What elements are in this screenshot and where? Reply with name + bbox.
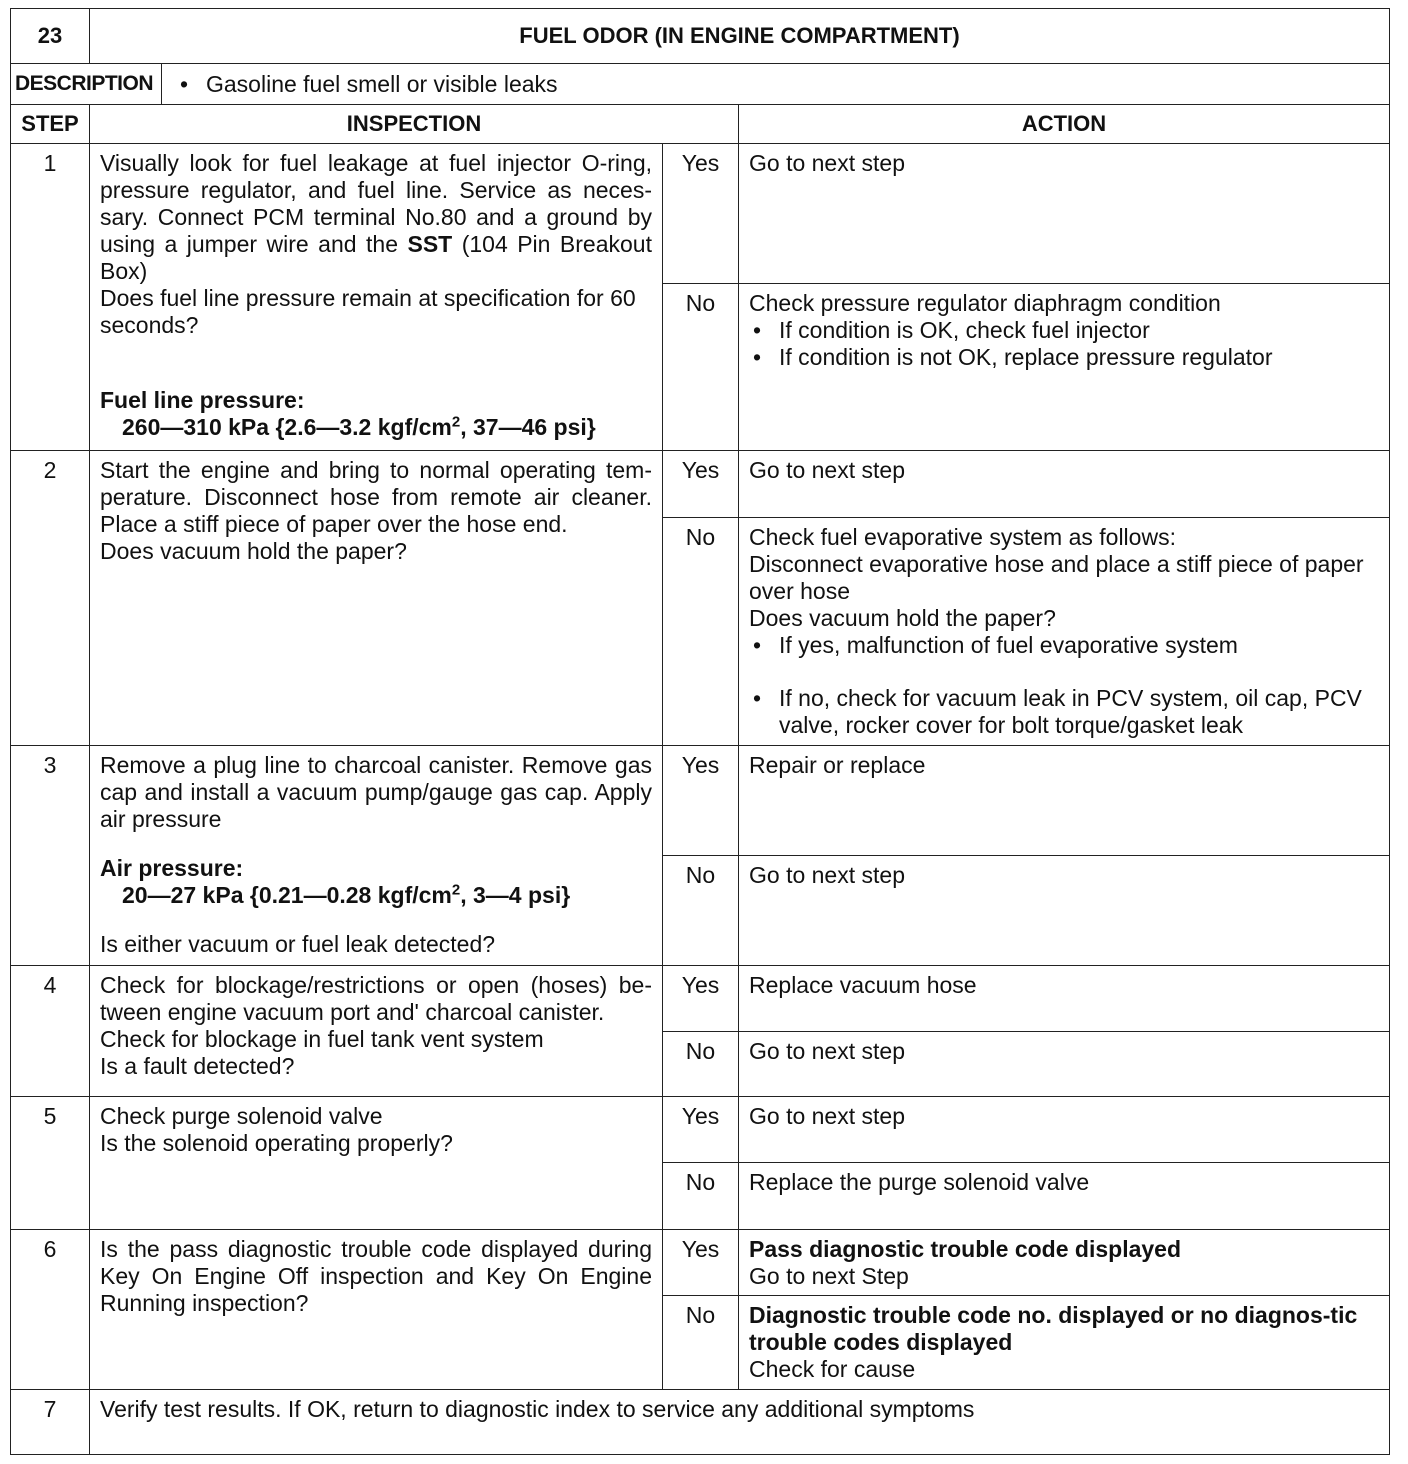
column-header-step-text: STEP [21, 111, 79, 136]
step-2-number [10, 450, 90, 746]
page-title-text: FUEL ODOR (IN ENGINE COMPARTMENT) [519, 23, 960, 48]
step-7-number [10, 1389, 90, 1455]
step-5-question: Is the solenoid operating properly? [100, 1130, 453, 1156]
step-number-text: 3 [43, 752, 57, 778]
step-number-text: 2 [43, 457, 57, 483]
step-6-yes-action-text: Go to next Step [749, 1263, 909, 1289]
step-1-no-bullets [749, 317, 1379, 371]
step-2-inspection-text: Start the engine and bring to normal operating tem-perature. Disconnect hose from remote air cleaner. Place a stiff piece of paper over the hose end. [100, 457, 652, 537]
yes-label-text: Yes [681, 1103, 720, 1129]
step-1-no-bullet: • If condition is not OK, replace pressure regulator [779, 344, 1379, 371]
step-1-number [10, 143, 90, 451]
step-1-yes-action [738, 143, 1390, 284]
step-3-yes-action [738, 745, 1390, 856]
step-1-yes-label [662, 143, 739, 284]
step-7-inspection-text: Verify test results. If OK, return to diagnostic index to service any additional symptoms [100, 1396, 975, 1422]
step-3-inspection-text: Remove a plug line to charcoal canister. Remove gas cap and install a vacuum pump/gauge gas cap. Apply air pressure [100, 752, 652, 832]
no-label-text: No [685, 290, 716, 316]
step-3-yes-action-text: Repair or replace [749, 752, 926, 778]
step-5-yes-action [738, 1096, 1390, 1163]
step-4-no-action-text: Go to next step [749, 1038, 905, 1064]
step-2-yes-action-text: Go to next step [749, 457, 905, 483]
step-1-inspection-part2: (104 Pin Breakout Box) [100, 231, 652, 284]
step-6-no-action-bold: Diagnostic trouble code no. displayed or no diagnos-tic trouble codes displayed [749, 1302, 1358, 1355]
step-4-inspection-text-2: Check for blockage in fuel tank vent system [100, 1026, 544, 1052]
step-number-text: 6 [43, 1236, 57, 1262]
troubleshooting-number-text: 23 [37, 23, 63, 48]
step-1-no-action-text: Check pressure regulator diaphragm condition [749, 290, 1221, 316]
step-6-yes-action-bold: Pass diagnostic trouble code displayed [749, 1236, 1182, 1262]
description-item: • Gasoline fuel smell or visible leaks [206, 71, 558, 98]
no-label-text: No [685, 524, 716, 550]
column-header-step [10, 104, 90, 144]
step-3-inspection [89, 745, 663, 966]
step-3-spec-value-b: , 3—4 psi} [460, 882, 571, 908]
step-3-spec-value [100, 882, 652, 909]
step-2-no-bullets [749, 632, 1379, 739]
step-2-no-line: Disconnect evaporative hose and place a stiff piece of paper over hose [749, 551, 1364, 604]
yes-label-text: Yes [681, 972, 720, 998]
step-4-yes-action [738, 965, 1390, 1032]
step-2-no-bullet: • If yes, malfunction of fuel evaporative system [779, 632, 1379, 659]
yes-label-text: Yes [681, 150, 720, 176]
step-6-no-label [662, 1295, 739, 1390]
step-1-yes-action-text: Go to next step [749, 150, 905, 176]
step-2-no-line: Does vacuum hold the paper? [749, 605, 1056, 631]
step-1-spec-label: Fuel line pressure: [100, 387, 305, 413]
step-5-number [10, 1096, 90, 1230]
step-2-inspection [89, 450, 663, 746]
step-6-number [10, 1229, 90, 1390]
column-header-inspection-text: INSPECTION [346, 111, 482, 136]
troubleshooting-number [10, 8, 90, 64]
page-title [89, 8, 1390, 64]
step-1-no-label [662, 283, 739, 451]
no-label-text: No [685, 1038, 716, 1064]
step-2-no-action [738, 517, 1390, 746]
step-number-text: 5 [43, 1103, 57, 1129]
step-4-inspection-text: Check for blockage/restrictions or open (hoses) be-tween engine vacuum port and' charcoal canister. [100, 972, 652, 1025]
yes-label-text: Yes [681, 457, 720, 483]
step-1-spec-value [100, 414, 652, 441]
description-label-text: DESCRIPTION [15, 72, 154, 95]
step-1-sst-label: SST [407, 231, 453, 257]
no-label-text: No [685, 1302, 716, 1328]
step-2-yes-label [662, 450, 739, 518]
step-5-no-action [738, 1162, 1390, 1230]
step-2-no-bullet: • If no, check for vacuum leak in PCV system, oil cap, PCV valve, rocker cover for bolt torque/gasket leak [779, 685, 1379, 739]
step-2-no-line: Check fuel evaporative system as follows: [749, 524, 1176, 550]
step-5-yes-label [662, 1096, 739, 1163]
step-4-no-action [738, 1031, 1390, 1097]
step-4-no-label [662, 1031, 739, 1097]
no-label-text: No [685, 862, 716, 888]
step-number-text: 7 [43, 1396, 57, 1422]
step-2-no-label [662, 517, 739, 746]
step-number-text: 4 [43, 972, 57, 998]
step-1-no-action [738, 283, 1390, 451]
description-list [162, 71, 558, 98]
step-1-question: Does fuel line pressure remain at specification for 60 seconds? [100, 285, 636, 338]
column-header-action [738, 104, 1390, 144]
step-3-spec-sup: 2 [451, 881, 461, 899]
step-5-inspection [89, 1096, 663, 1230]
step-3-no-action-text: Go to next step [749, 862, 905, 888]
description-label [10, 63, 162, 105]
step-2-yes-action [738, 450, 1390, 518]
step-4-inspection [89, 965, 663, 1097]
step-6-yes-action [738, 1229, 1390, 1296]
step-3-no-label [662, 855, 739, 966]
step-3-yes-label [662, 745, 739, 856]
no-label-text: No [685, 1169, 716, 1195]
step-5-inspection-text: Check purge solenoid valve [100, 1103, 383, 1129]
column-header-action-text: ACTION [1021, 111, 1107, 136]
yes-label-text: Yes [681, 1236, 720, 1262]
step-6-no-action-text: Check for cause [749, 1356, 916, 1382]
step-1-spec-sup: 2 [451, 413, 461, 431]
step-6-yes-label [662, 1229, 739, 1296]
diagnostic-table [10, 8, 1390, 1456]
step-2-question: Does vacuum hold the paper? [100, 538, 407, 564]
step-5-no-action-text: Replace the purge solenoid valve [749, 1169, 1090, 1195]
yes-label-text: Yes [681, 752, 720, 778]
step-6-inspection-text: Is the pass diagnostic trouble code displayed during Key On Engine Off inspection and Key On Engine Running inspection? [100, 1236, 652, 1316]
step-1-inspection-part1: Visually look for fuel leakage at fuel injector O-ring, pressure regulator, and fuel line. Service as neces-sary. Connect PCM terminal No.80 and a ground by using a jumper wire and the [100, 150, 652, 257]
step-4-number [10, 965, 90, 1097]
step-1-spec-value-b: , 37—46 psi} [460, 414, 596, 440]
step-3-spec-label: Air pressure: [100, 855, 244, 881]
step-3-question: Is either vacuum or fuel leak detected? [100, 931, 496, 957]
step-3-number [10, 745, 90, 966]
step-7-inspection [89, 1389, 1390, 1455]
step-number-text: 1 [43, 150, 57, 176]
step-1-inspection [89, 143, 663, 451]
step-1-spec-value-a: 260—310 kPa {2.6—3.2 kgf/cm [122, 414, 452, 440]
step-4-yes-label [662, 965, 739, 1032]
step-4-yes-action-text: Replace vacuum hose [749, 972, 977, 998]
step-5-yes-action-text: Go to next step [749, 1103, 905, 1129]
step-6-inspection [89, 1229, 663, 1390]
step-1-no-bullet: • If condition is OK, check fuel injector [779, 317, 1379, 344]
step-4-question: Is a fault detected? [100, 1053, 295, 1079]
column-header-inspection [89, 104, 739, 144]
step-1-inspection-text [100, 150, 652, 285]
step-6-no-action [738, 1295, 1390, 1390]
step-3-spec-value-a: 20—27 kPa {0.21—0.28 kgf/cm [122, 882, 452, 908]
step-3-no-action [738, 855, 1390, 966]
description-value [161, 63, 1390, 105]
step-5-no-label [662, 1162, 739, 1230]
